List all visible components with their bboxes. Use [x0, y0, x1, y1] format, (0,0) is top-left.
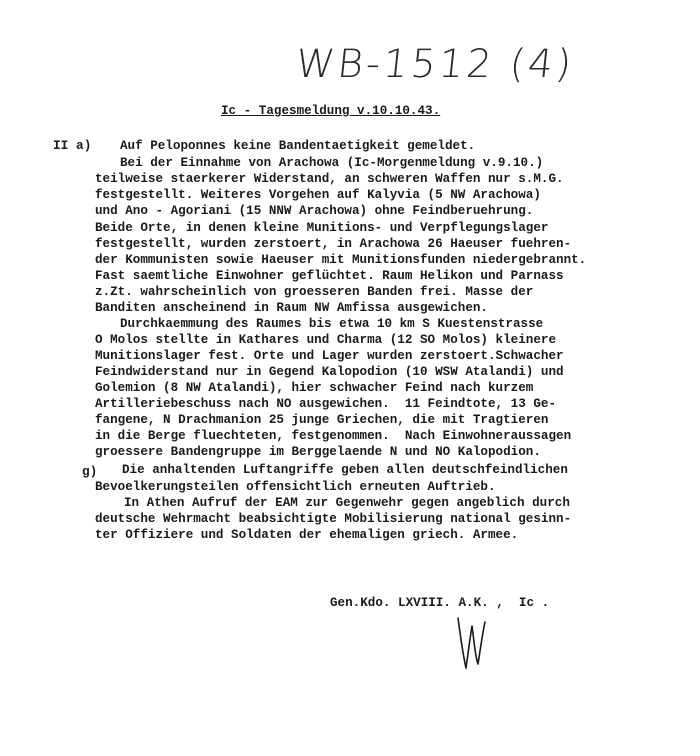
text-line: Auf Peloponnes keine Bandentaetigkeit gemeldet. [120, 139, 476, 153]
file-reference-mark: WB-1512 (4) [293, 42, 577, 87]
signature-block: Gen.Kdo. LXVIII. A.K. , Ic . [330, 596, 550, 610]
text-line: Golemion (8 NW Atalandi), hier schwacher Feind nach kurzem [95, 381, 534, 395]
text-line: festgestellt, wurden zerstoert, in Arachowa 26 Haeuser fuehren- [95, 237, 572, 251]
text-line: Banditen anscheinend in Raum NW Amfissa ausgewichen. [95, 301, 488, 315]
text-line: in die Berge fluechteten, festgenommen. Nach Einwohneraussagen [95, 429, 572, 443]
text-line: In Athen Aufruf der EAM zur Gegenwehr gegen angeblich durch [124, 496, 570, 510]
text-line: Fast saemtliche Einwohner geflüchtet. Raum Helikon und Parnass [95, 269, 564, 283]
text-line: der Kommunisten sowie Haeuser mit Munitionsfunden niedergebrannt. [95, 253, 587, 267]
text-line: deutsche Wehrmacht beabsichtigte Mobilisierung national gesinn- [95, 512, 572, 526]
text-line: Feindwiderstand nur in Gegend Kalopodion (10 WSW Atalandi) und [95, 365, 564, 379]
section-a-marker: II a) [53, 138, 92, 153]
text-line: z.Zt. wahrscheinlich von groesseren Banden frei. Masse der [95, 285, 534, 299]
document-heading: Ic - Tagesmeldung v.10.10.43. [221, 104, 441, 118]
text-line: Artilleriebeschuss nach NO ausgewichen. 11 Feindtote, 13 Ge- [95, 397, 557, 411]
text-line: groessere Bandengruppe im Berggelaende N und NO Kalopodion. [95, 445, 541, 459]
text-line: und Ano - Agoriani (15 NNW Arachowa) ohne Feindberuehrung. [95, 204, 534, 218]
text-line: Munitionslager fest. Orte und Lager wurden zerstoert.Schwacher [95, 349, 564, 363]
text-line: festgestellt. Weiteres Vorgehen auf Kalyvia (5 NW Arachowa) [95, 188, 541, 202]
text-line: O Molos stellte in Kathares und Charma (12 SO Molos) kleinere [95, 333, 557, 347]
text-line: teilweise staerkerer Widerstand, an schweren Waffen nur s.M.G. [95, 172, 564, 186]
text-line: Beide Orte, in denen kleine Munitions- und Verpflegungslager [95, 221, 549, 235]
text-line: Bei der Einnahme von Arachowa (Ic-Morgenmeldung v.9.10.) [120, 156, 544, 170]
handwritten-signature [452, 612, 492, 672]
text-line: ter Offiziere und Soldaten der ehemaligen griech. Armee. [95, 528, 519, 542]
text-line: Durchkaemmung des Raumes bis etwa 10 km S Kuestenstrasse [120, 317, 544, 331]
text-line: fangene, N Drachmanion 25 junge Griechen, die mit Tragtieren [95, 413, 549, 427]
text-line: Bevoelkerungsteilen offensichtlich erneuten Auftrieb. [95, 480, 496, 494]
section-g-marker: g) [82, 464, 98, 479]
text-line: Die anhaltenden Luftangriffe geben allen deutschfeindlichen [122, 463, 568, 477]
